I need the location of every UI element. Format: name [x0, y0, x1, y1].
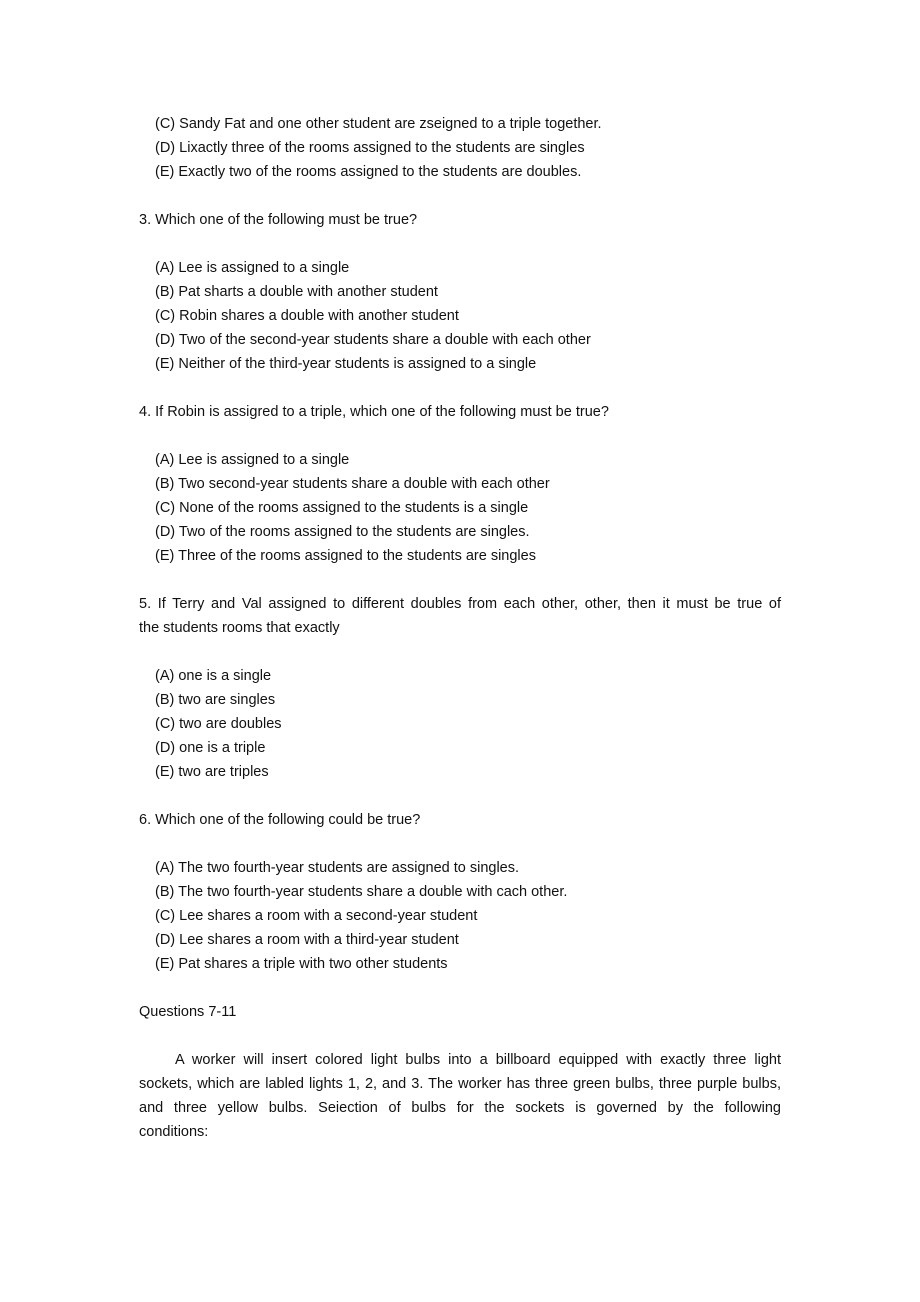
q5-option-a: (A) one is a single: [155, 668, 272, 684]
q4-option-b: (B) Two second-year students share a double with each other: [155, 476, 550, 492]
spacer: [139, 568, 781, 592]
section-heading: Questions 7-11: [139, 1004, 237, 1020]
q6-stem: 6. Which one of the following could be true?: [139, 812, 421, 828]
q3-stem: 3. Which one of the following must be true?: [139, 212, 418, 228]
spacer: [139, 232, 781, 256]
passage-line-3: and three yellow bulbs. Seiection of bulbs for the sockets is governed by the following: [139, 1100, 781, 1116]
q2-option-e: (E) Exactly two of the rooms assigned to the students are doubles.: [155, 164, 582, 180]
q6-option-c: (C) Lee shares a room with a second-year student: [155, 908, 478, 924]
question-6: [139, 808, 781, 976]
q2-options: [139, 112, 781, 184]
q5-stem-line-2: the students rooms that exactly: [139, 620, 340, 636]
q6-option-a: (A) The two fourth-year students are assigned to singles.: [155, 860, 520, 876]
q3-option-c: (C) Robin shares a double with another student: [155, 308, 459, 324]
spacer: [139, 424, 781, 448]
spacer: [139, 184, 781, 208]
question-3: [139, 208, 781, 376]
q3-option-d: (D) Two of the second-year students share a double with each other: [155, 332, 591, 348]
q4-option-e: (E) Three of the rooms assigned to the students are singles: [155, 548, 536, 564]
q4-option-c: (C) None of the rooms assigned to the students is a single: [155, 500, 529, 516]
spacer: [139, 1024, 781, 1048]
q4-option-a: (A) Lee is assigned to a single: [155, 452, 350, 468]
spacer: [139, 640, 781, 664]
passage-line-4: conditions:: [139, 1124, 209, 1140]
q3-option-a: (A) Lee is assigned to a single: [155, 260, 350, 276]
spacer: [139, 784, 781, 808]
q4-option-d: (D) Two of the rooms assigned to the students are singles.: [155, 524, 530, 540]
spacer: [139, 832, 781, 856]
question-4: [139, 400, 781, 568]
spacer: [139, 976, 781, 1000]
passage: [139, 1048, 781, 1144]
q5-option-d: (D) one is a triple: [155, 740, 266, 756]
q4-stem: 4. If Robin is assigred to a triple, which one of the following must be true?: [139, 404, 609, 420]
q6-option-b: (B) The two fourth-year students share a double with cach other.: [155, 884, 568, 900]
q5-stem-line-1: 5. If Terry and Val assigned to different doubles from each other, other, then it must be true of: [139, 596, 781, 612]
question-5: [139, 592, 781, 784]
spacer: [139, 376, 781, 400]
q2-option-c: (C) Sandy Fat and one other student are zseigned to a triple together.: [155, 116, 602, 132]
passage-line-1: A worker will insert colored light bulbs into a billboard equipped with exactly three light: [175, 1052, 781, 1068]
passage-line-2: sockets, which are labled lights 1, 2, and 3. The worker has three green bulbs, three purple bulbs,: [139, 1076, 781, 1092]
q5-option-c: (C) two are doubles: [155, 716, 282, 732]
q5-option-e: (E) two are triples: [155, 764, 269, 780]
q6-option-e: (E) Pat shares a triple with two other students: [155, 956, 448, 972]
q6-option-d: (D) Lee shares a room with a third-year student: [155, 932, 459, 948]
q3-option-b: (B) Pat sharts a double with another student: [155, 284, 438, 300]
document-page: [139, 112, 781, 1144]
q5-option-b: (B) two are singles: [155, 692, 276, 708]
q2-option-d: (D) Lixactly three of the rooms assigned to the students are singles: [155, 140, 585, 156]
q3-option-e: (E) Neither of the third-year students is assigned to a single: [155, 356, 537, 372]
